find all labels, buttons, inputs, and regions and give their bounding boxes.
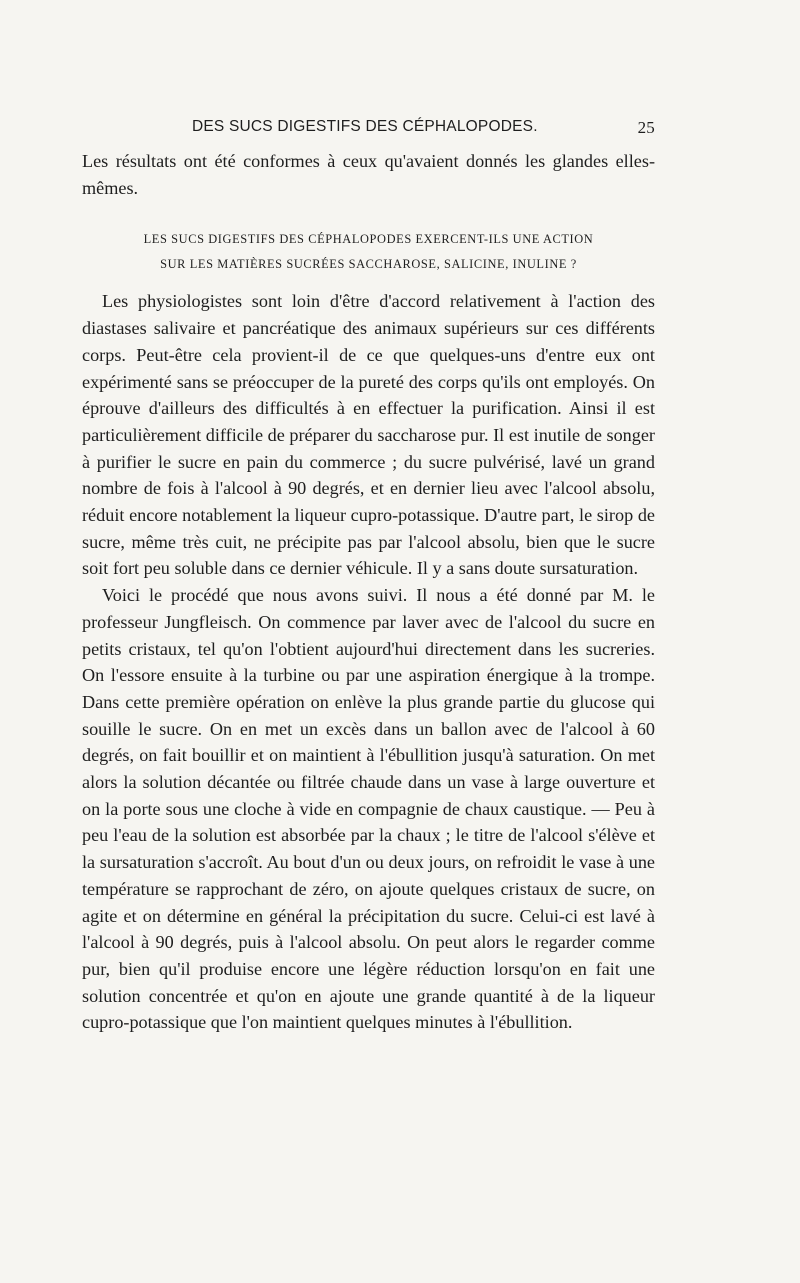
running-head xyxy=(82,118,655,144)
body-text xyxy=(82,148,655,1036)
opening-paragraph: Les résultats ont été conformes à ceux qu'avaient donnés les glandes elles-mêmes. xyxy=(82,151,655,198)
paragraph-procedure: Voici le procédé que nous avons suivi. Il nous a été donné par M. le professeur Jungfleisch. On commence par laver avec de l'alcool du sucre en petits cristaux, tel qu'on l'obtient aujourd'hui directement dans les sucreries. On l'essore ensuite à la turbine ou par une aspiration énergique à la trompe. Dans cette première opération on enlève la plus grande partie du glucose qui souille le sucre. On en met un excès dans un ballon avec de l'alcool à 60 degrés, on fait bouillir et on maintient à l'ébullition jusqu'à saturation. On met alors la solution décantée ou filtrée chaude dans un vase à large ouverture et on la porte sous une cloche à vide en compagnie de chaux caustique. — Peu à peu l'eau de la solution est absorbée par la chaux ; le titre de l'alcool s'élève et la sursaturation s'accroît. Au bout d'un ou deux jours, on refroidit le vase à une température se rapprochant de zéro, on ajoute quelques cristaux de sucre, on agite et on détermine en général la précipitation du sucre. Celui-ci est lavé à l'alcool à 90 degrés, puis à l'alcool absolu. On peut alors le regarder comme pur, bien qu'il produise encore une légère réduction lorsqu'on en fait une solution concentrée et qu'on en ajoute une grande quantité à de la liqueur cupro-potassique que l'on maintient quelques minutes à l'ébullition. xyxy=(82,585,655,1033)
section-heading xyxy=(82,227,655,277)
section-heading-line-2: SUR LES MATIÈRES SUCRÉES SACCHAROSE, SALICINE, INULINE ? xyxy=(160,257,577,272)
section-heading-line-1: LES SUCS DIGESTIFS DES CÉPHALOPODES EXERCENT-ILS UNE ACTION xyxy=(143,232,594,247)
running-title: DES SUCS DIGESTIFS DES CÉPHALOPODES. xyxy=(192,118,538,135)
paragraph-physiologists: Les physiologistes sont loin d'être d'accord relativement à l'action des diastases salivaire et pancréatique des animaux supérieurs sur ces différents corps. Peut-être cela provient-il de ce que quelques-uns d'entre eux ont expérimenté sans se préoccuper de la pureté des corps qu'ils ont employés. On éprouve d'ailleurs des difficultés à en effectuer la purification. Ainsi il est particulièrement difficile de préparer du saccharose pur. Il est inutile de songer à purifier le sucre en pain du commerce ; du sucre pulvérisé, lavé un grand nombre de fois à l'alcool à 90 degrés, et en dernier lieu avec l'alcool absolu, réduit encore notablement la liqueur cupro-potassique. D'autre part, le sirop de sucre, même très cuit, ne précipite pas par l'alcool absolu, bien que le sucre soit fort peu soluble dans ce dernier véhicule. Il y a sans doute sursaturation. xyxy=(82,291,655,579)
page-number: 25 xyxy=(637,118,655,137)
